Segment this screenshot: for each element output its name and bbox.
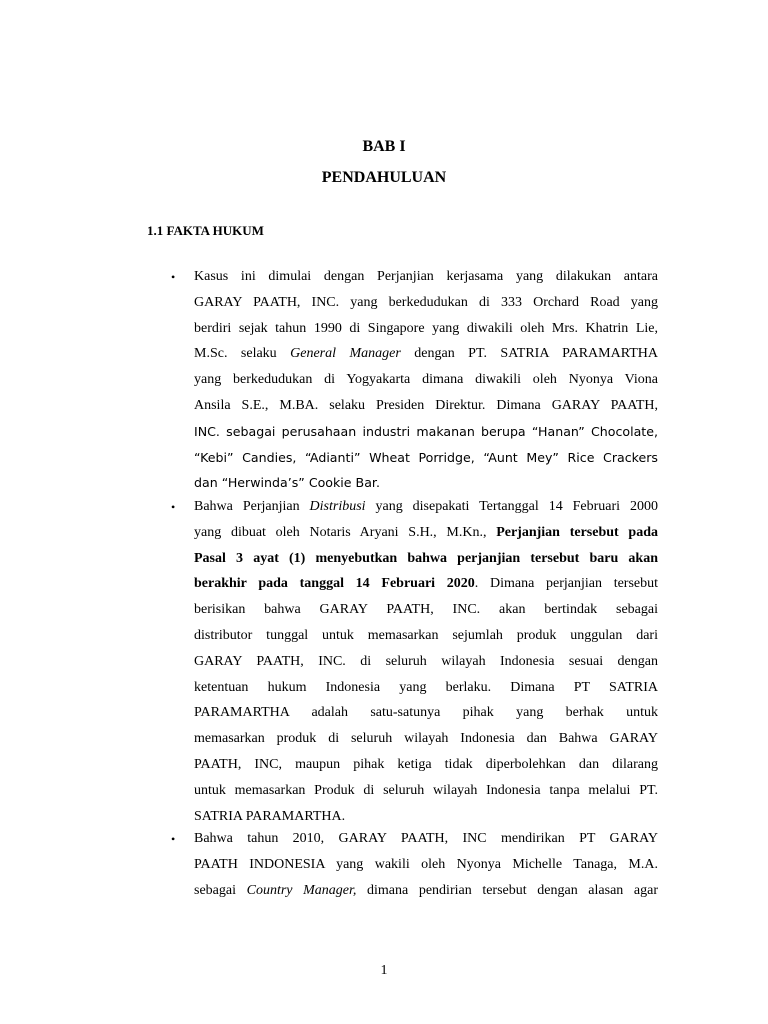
- section-title: 1.1 FAKTA HUKUM: [147, 223, 264, 238]
- text-segment: “Kebi” Candies, “Adianti” Wheat Porridge, “Aunt Mey” Rice Crackers: [194, 449, 658, 465]
- text-segment: Bahwa Perjanjian: [194, 499, 310, 514]
- text-segment: memasarkan produk di seluruh wilayah Indonesia dan Bahwa GARAY: [194, 731, 658, 747]
- text-segment: Ansila S.E., M.BA. selaku Presiden Direktur. Dimana GARAY PAATH,: [194, 398, 658, 413]
- chapter-label: BAB I: [362, 138, 406, 155]
- text-segment: berdiri sejak tahun 1990 di Singapore yang diwakili oleh Mrs. Khatrin Lie,: [194, 320, 658, 336]
- paragraph-line: [194, 726, 658, 752]
- chapter-title: PENDAHULUAN: [321, 169, 447, 186]
- text-segment: yang disepakati Tertanggal 14 Februari 2000: [365, 499, 658, 514]
- paragraph-line: [194, 778, 658, 804]
- paragraph-line: [194, 649, 658, 675]
- text-segment: dimana pendirian tersebut dengan alasan agar: [356, 882, 658, 898]
- text-segment: M.Sc. selaku: [194, 346, 291, 362]
- text-segment: SATRIA PARAMARTHA.: [194, 808, 346, 824]
- paragraph-line: [194, 597, 658, 623]
- text-segment: PAATH INDONESIA yang wakili oleh Nyonya Michelle Tanaga, M.A.: [194, 856, 658, 872]
- text-segment: dengan PT. SATRIA PARAMARTHA: [400, 346, 659, 362]
- text-segment: Pasal 3 ayat (1) menyebutkan bahwa perjanjian tersebut baru akan: [194, 550, 658, 566]
- paragraph-line: [194, 290, 658, 316]
- paragraph-line: [194, 341, 658, 367]
- text-segment: Country Manager,: [246, 882, 357, 898]
- bullet-marker: •: [171, 270, 176, 284]
- paragraph-line: [194, 623, 658, 649]
- paragraph-line: [194, 494, 658, 520]
- text-segment: Perjanjian tersebut pada: [496, 524, 658, 540]
- bullet-marker: •: [171, 832, 176, 846]
- text-segment: dan “Herwinda’s” Cookie Bar.: [194, 475, 380, 491]
- paragraph-line: [194, 700, 658, 726]
- paragraph-line: [194, 419, 658, 445]
- paragraph-line: [194, 675, 658, 701]
- text-segment: distributor tunggal untuk memasarkan sejumlah produk unggulan dari: [194, 628, 658, 643]
- paragraph-line: [194, 445, 658, 471]
- bullet-marker: •: [171, 500, 176, 514]
- paragraph-line: [194, 264, 658, 290]
- text-segment: Bahwa tahun 2010, GARAY PAATH, INC mendirikan PT GARAY: [194, 831, 658, 846]
- text-segment: yang berkedudukan di Yogyakarta dimana diwakili oleh Nyonya Viona: [194, 372, 658, 388]
- text-segment: yang dibuat oleh Notaris Aryani S.H., M.Kn.,: [194, 524, 497, 540]
- paragraph-line: [194, 571, 658, 597]
- paragraph-line: [194, 470, 658, 496]
- text-segment: sebagai: [194, 882, 247, 898]
- page-number: 1: [380, 963, 388, 978]
- paragraph-line: [194, 878, 658, 904]
- paragraph-line: [194, 393, 658, 419]
- paragraph-line: [194, 520, 658, 546]
- paragraph-line: [194, 826, 658, 852]
- text-segment: . Dimana perjanjian tersebut: [474, 576, 659, 592]
- paragraph-line: [194, 852, 658, 878]
- paragraph-line: [194, 546, 658, 572]
- text-segment: General Manager: [290, 346, 401, 362]
- text-segment: ketentuan hukum Indonesia yang berlaku. Dimana PT SATRIA: [194, 679, 658, 695]
- paragraph-line: [194, 316, 658, 342]
- text-segment: untuk memasarkan Produk di seluruh wilayah Indonesia tanpa melalui PT.: [194, 782, 658, 798]
- text-segment: GARAY PAATH, INC. di seluruh wilayah Indonesia sesuai dengan: [194, 653, 658, 669]
- text-segment: GARAY PAATH, INC. yang berkedudukan di 333 Orchard Road yang: [194, 294, 658, 310]
- text-segment: Kasus ini dimulai dengan Perjanjian kerjasama yang dilakukan antara: [194, 269, 658, 284]
- text-segment: berisikan bahwa GARAY PAATH, INC. akan bertindak sebagai: [194, 602, 658, 618]
- text-segment: PAATH, INC, maupun pihak ketiga tidak diperbolehkan dan dilarang: [194, 757, 658, 772]
- text-segment: INC. sebagai perusahaan industri makanan berupa “Hanan” Chocolate,: [194, 423, 658, 439]
- text-segment: PARAMARTHA adalah satu-satunya pihak yang berhak untuk: [194, 705, 658, 721]
- paragraph-line: [194, 752, 658, 778]
- text-segment: berakhir pada tanggal 14 Februari 2020: [194, 576, 475, 592]
- paragraph-line: [194, 367, 658, 393]
- text-segment: Distribusi: [309, 499, 366, 514]
